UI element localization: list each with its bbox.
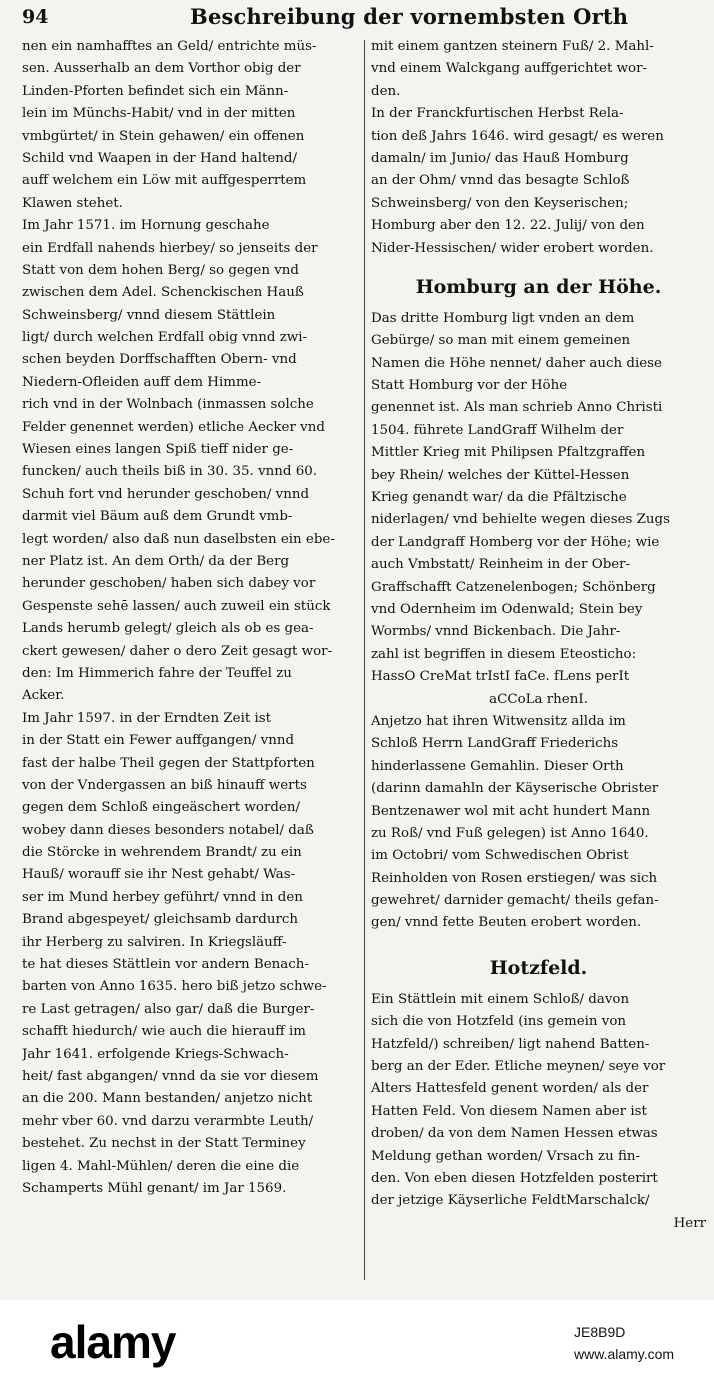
text-line: der Landgraff Homberg vor der Höhe; wie: [371, 534, 660, 550]
text-line: Im Jahr 1571. im Hornung geschahe: [22, 218, 270, 234]
text-line: te hat dieses Stättlein vor andern Benach-: [22, 957, 309, 973]
text-line: ligen 4. Mahl-Mühlen/ deren die eine die: [22, 1158, 300, 1174]
text-line: aCCoLa rhenI.: [489, 691, 588, 707]
text-line: ckert gewesen/ daher o dero Zeit gesagt wor-: [22, 643, 333, 659]
text-line: bestehet. Zu nechst in der Statt Terminey: [22, 1136, 306, 1152]
text-line: den: Im Himmerich fahre der Teuffel zu: [22, 665, 292, 681]
left-column: [22, 36, 358, 1200]
text-line: Schloß Herrn LandGraff Friederichs: [371, 736, 619, 752]
text-line: heit/ fast abgangen/ vnnd da sie vor diesem: [22, 1068, 319, 1084]
text-line: sich die von Hotzfeld (ins gemein von: [371, 1014, 627, 1030]
text-line: darmit viel Bäum auß dem Grundt vmb-: [22, 509, 293, 525]
section-heading-homburg: Homburg an der Höhe.: [415, 275, 662, 298]
text-line: 1504. führete LandGraff Wilhelm der: [371, 422, 624, 438]
text-line: funcken/ auch theils biß in 30. 35. vnnd 60.: [22, 464, 318, 480]
image-id: JE8B9D: [574, 1324, 626, 1340]
text-line: im Octobri/ vom Schwedischen Obrist: [371, 848, 629, 864]
text-line: ner Platz ist. An dem Orth/ da der Berg: [22, 553, 290, 569]
text-line: Jahr 1641. erfolgende Kriegs-Schwach-: [22, 1046, 289, 1062]
column-rule: [364, 40, 365, 1280]
homburg-section-text: [371, 308, 706, 935]
text-line: Gebürge/ so man mit einem gemeinen: [371, 333, 631, 349]
text-line: Alters Hattesfeld genent worden/ als der: [371, 1081, 649, 1097]
text-line: Lands herumb gelegt/ gleich als ob es gea-: [22, 621, 314, 637]
text-line: niderlagen/ vnd behielte wegen dieses Zugs: [371, 512, 670, 528]
text-line: in der Statt ein Fewer auffgangen/ vnnd: [22, 733, 295, 749]
text-line: Schweinsberg/ von den Keyserischen;: [371, 195, 629, 211]
text-line: an die 200. Mann bestanden/ anjetzo nicht: [22, 1091, 313, 1107]
text-line: der jetzige Käyserliche FeldtMarschalck/: [371, 1193, 650, 1209]
text-line: Homburg aber den 12. 22. Julij/ von den: [371, 218, 645, 234]
text-line: zwischen dem Adel. Schenckischen Hauß: [22, 285, 304, 301]
text-line: HassO CreMat trIstI faCe. fLens perIt: [371, 669, 630, 685]
text-line: von der Vndergassen an biß hinauff werts: [22, 777, 307, 793]
text-line: Niedern-Ofleiden auff dem Himme-: [22, 374, 262, 390]
text-line: die Störcke in wehrendem Brandt/ zu ein: [22, 845, 302, 861]
text-line: Graffschafft Catzenelenbogen; Schönberg: [371, 579, 656, 595]
text-line: den. Von eben diesen Hotzfelden posterirt: [371, 1170, 658, 1186]
text-line: schen beyden Dorffschafften Obern- vnd: [22, 352, 297, 368]
stock-watermark-bar: [0, 1300, 714, 1390]
text-line: Wiesen eines langen Spiß tieff nider ge-: [22, 442, 294, 458]
text-line: Statt Homburg vor der Höhe: [371, 378, 568, 394]
text-line: Mittler Krieg mit Philipsen Pfaltzgraffen: [371, 445, 646, 461]
text-line: vnd Odernheim im Odenwald; Stein bey: [371, 601, 643, 617]
text-line: mehr vber 60. vnd darzu verarmbte Leuth/: [22, 1113, 314, 1129]
text-line: Bentzenawer wol mit acht hundert Mann: [371, 803, 651, 819]
text-line: Wormbs/ vnnd Bickenbach. Die Jahr-: [371, 624, 621, 640]
text-line: auff welchem ein Löw mit auffgesperrtem: [22, 173, 307, 189]
section-heading-hotzfeld: Hotzfeld.: [489, 956, 588, 979]
text-line: ser im Mund herbey geführt/ vnnd in den: [22, 889, 303, 905]
text-line: zu Roß/ vnd Fuß gelegen) ist Anno 1640.: [371, 825, 649, 841]
text-line: gen/ vnnd fette Beuten erobert worden.: [371, 915, 642, 931]
text-line: Krieg genandt war/ da die Pfältzische: [371, 490, 627, 506]
text-line: (darinn damahln der Käyserische Obrister: [371, 781, 659, 797]
text-line: Schweinsberg/ vnnd diesem Stättlein: [22, 307, 276, 323]
right-column: [371, 36, 706, 1235]
text-line: Klawen stehet.: [22, 195, 123, 211]
text-line: Das dritte Homburg ligt vnden an dem: [371, 310, 635, 326]
text-line: Hauß/ worauff sie ihr Nest gehabt/ Was-: [22, 867, 296, 883]
text-line: hinderlassene Gemahlin. Dieser Orth: [371, 758, 624, 774]
text-line: Hatten Feld. Von diesem Namen aber ist: [371, 1103, 647, 1119]
text-line: Schamperts Mühl genant/ im Jar 1569.: [22, 1180, 287, 1196]
right-intro-text: [371, 36, 706, 260]
text-line: droben/ da von dem Namen Hessen etwas: [371, 1126, 658, 1142]
text-line: Namen die Höhe nennet/ daher auch diese: [371, 355, 662, 371]
text-line: Meldung gethan worden/ Vrsach zu fin-: [371, 1148, 641, 1164]
text-line: re Last getragen/ also gar/ daß die Burger-: [22, 1001, 315, 1017]
text-line: Nider-Hessischen/ wider erobert worden.: [371, 240, 654, 256]
text-line: Reinholden von Rosen erstiegen/ was sich: [371, 870, 658, 886]
page-number: 94: [22, 6, 49, 28]
text-line: Herr: [673, 1215, 706, 1231]
text-line: genennet ist. Als man schrieb Anno Christi: [371, 400, 663, 416]
text-line: herunder geschoben/ haben sich dabey vor: [22, 576, 316, 592]
text-line: lein im Münchs-Habit/ vnd in der mitten: [22, 106, 296, 122]
text-line: damaln/ im Junio/ das Hauß Homburg: [371, 150, 629, 166]
text-line: In der Franckfurtischen Herbst Rela-: [371, 106, 624, 122]
text-line: legt worden/ also daß nun daselbsten ein ebe-: [22, 531, 335, 547]
text-line: gewehret/ darnider gemacht/ theils gefan-: [371, 893, 659, 909]
text-line: mit einem gantzen steinern Fuß/ 2. Mahl-: [371, 39, 654, 54]
text-line: barten von Anno 1635. hero biß jetzo schwe-: [22, 979, 327, 995]
text-line: ein Erdfall nahends hierbey/ so jenseits der: [22, 240, 318, 256]
text-line: Linden-Pforten befindet sich ein Männ-: [22, 83, 289, 99]
text-line: ihr Herberg zu salviren. In Kriegsläuff-: [22, 934, 287, 950]
text-line: ligt/ durch welchen Erdfall obig vnnd zwi-: [22, 330, 308, 346]
alamy-logo: alamy: [50, 1316, 176, 1368]
text-line: Felder genennet werden) etliche Aecker vnd: [22, 419, 325, 435]
text-line: fast der halbe Theil gegen der Stattpforten: [22, 755, 315, 771]
watermark-url: www.alamy.com: [574, 1346, 675, 1362]
text-line: Schild vnd Waapen in der Hand haltend/: [22, 150, 297, 166]
text-line: bey Rhein/ welches der Küttel-Hessen: [371, 467, 630, 483]
text-line: Ein Stättlein mit einem Schloß/ davon: [371, 991, 630, 1007]
text-line: nen ein namhafftes an Geld/ entrichte müs-: [22, 39, 317, 54]
text-line: berg an der Eder. Etliche meynen/ seye vor: [371, 1059, 666, 1075]
text-line: vmbgürtet/ in Stein gehawen/ ein offenen: [22, 128, 305, 144]
text-line: Hatzfeld/) schreiben/ ligt nahend Batten-: [371, 1036, 650, 1052]
text-line: Brand abgespeyet/ gleichsamb dardurch: [22, 912, 298, 928]
text-line: Im Jahr 1597. in der Erndten Zeit ist: [22, 710, 272, 726]
text-line: zahl ist begriffen in diesem Eteosticho:: [371, 646, 637, 662]
text-line: Acker.: [22, 688, 65, 704]
hotzfeld-section-text: [371, 989, 706, 1235]
text-line: gegen dem Schloß eingeäschert worden/: [22, 800, 300, 816]
text-line: rich vnd in der Wolnbach (inmassen solche: [22, 397, 314, 413]
text-line: schafft hiedurch/ wie auch die hierauff im: [22, 1024, 306, 1040]
text-line: tion deß Jahrs 1646. wird gesagt/ es weren: [371, 128, 664, 144]
text-line: Gespenste sehē lassen/ auch zuweil ein stück: [22, 598, 331, 614]
text-line: Statt von dem hohen Berg/ so gegen vnd: [22, 262, 299, 278]
running-head: Beschreibung der vornembsten Orth: [190, 4, 629, 29]
text-line: vnd einem Walckgang auffgerichtet wor-: [371, 61, 648, 77]
text-line: auch Vmbstatt/ Reinheim in der Ober-: [371, 557, 631, 573]
text-line: Anjetzo hat ihren Witwensitz allda im: [371, 713, 626, 729]
text-line: wobey dann dieses besonders notabel/ daß: [22, 822, 314, 838]
text-line: Schuh fort vnd herunder geschoben/ vnnd: [22, 486, 310, 502]
text-line: den.: [371, 83, 401, 99]
text-line: sen. Ausserhalb an dem Vorthor obig der: [22, 61, 301, 77]
text-line: an der Ohm/ vnnd das besagte Schloß: [371, 173, 630, 189]
